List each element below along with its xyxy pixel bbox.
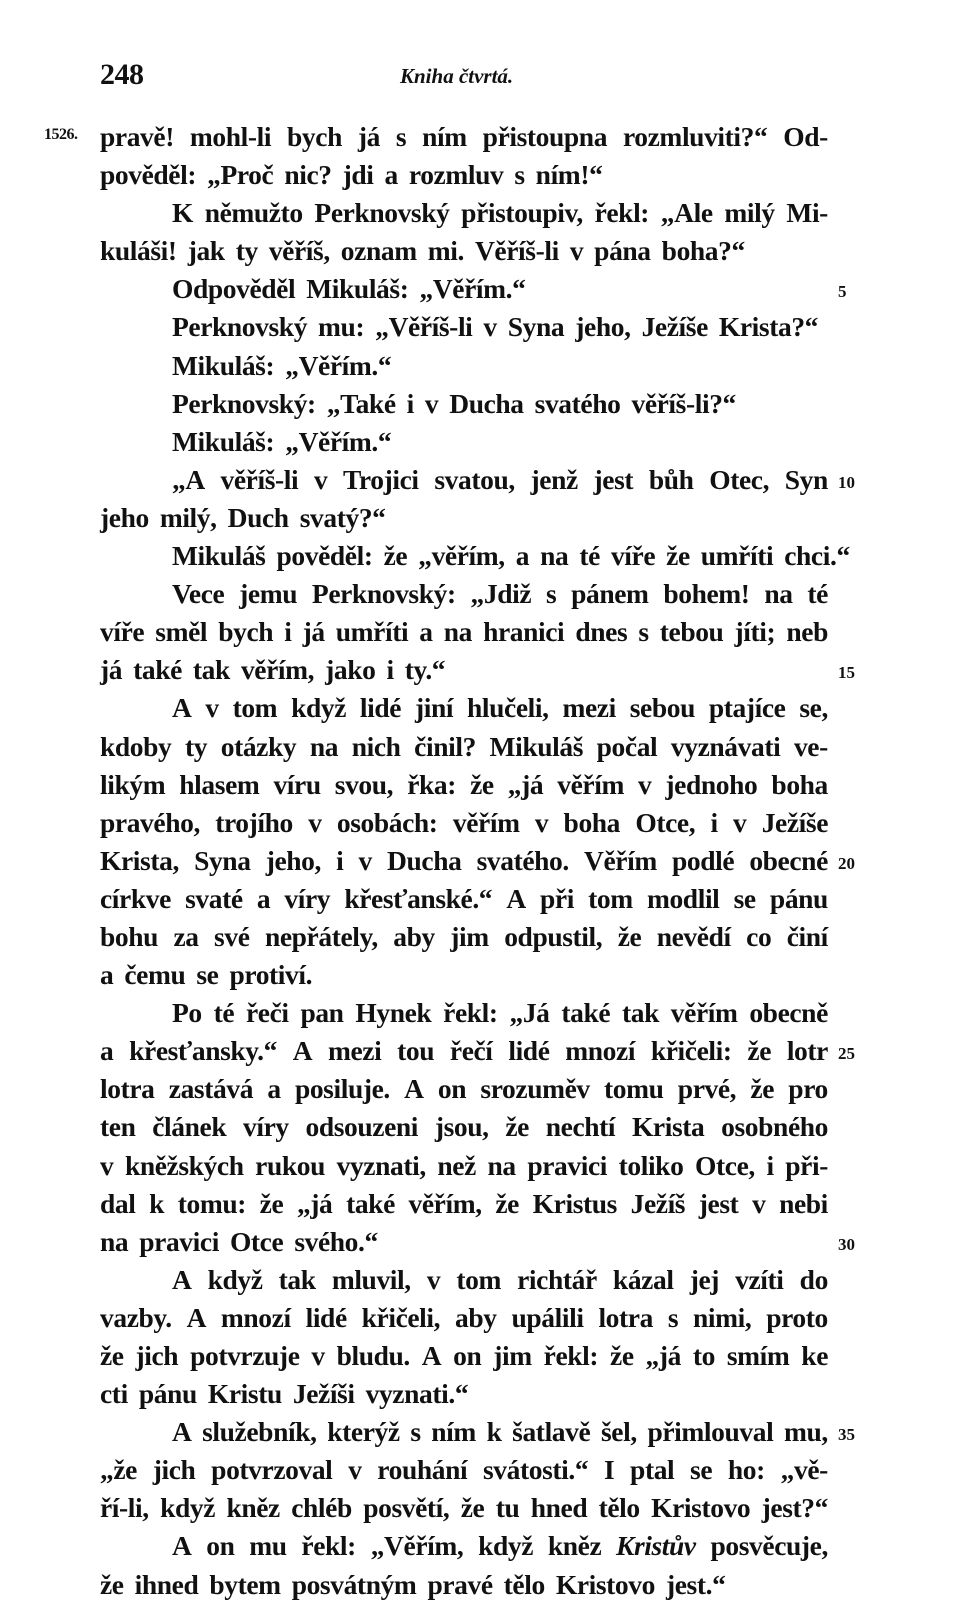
text-line: ří-li, když kněz chléb posvětí, že tu hned tělo Kristovo jest?“	[100, 1492, 828, 1524]
running-title: Kniha čtvrtá.	[400, 64, 514, 88]
text-line: kuláši! jak ty věříš, oznam mi. Věříš-li v pána boha?“	[100, 235, 745, 267]
text-line: Mikuláš pověděl: že „věřím, a na té víře že umříti chci.“	[172, 540, 850, 572]
text-line: v kněžských rukou vyznati, než na pravici toliko Otce, i při-	[100, 1149, 828, 1181]
text-line: jeho milý, Duch svatý?“	[100, 501, 386, 533]
line-number: 25	[838, 1044, 855, 1064]
text-line: Odpověděl Mikuláš: „Věřím.“	[172, 273, 526, 305]
text-line: a čemu se protiví.	[100, 959, 313, 991]
line-number: 30	[838, 1234, 855, 1254]
text-line: pravě! mohl-li bych já s ním přistoupna rozmluviti?“ Od-	[100, 121, 828, 152]
text-line: že jich potvrzuje v bludu. A on jim řekl: že „já to smím ke	[100, 1340, 828, 1371]
line-number: 35	[838, 1425, 855, 1445]
text-line: Mikuláš: „Věřím.“	[172, 425, 392, 457]
page-number: 248	[100, 58, 144, 91]
text-line: kdoby ty otázky na nich činil? Mikuláš počal vyznávati ve-	[100, 730, 828, 762]
page-header	[100, 58, 830, 98]
text-line: Perknovský: „Také i v Ducha svatého věříš-li?“	[172, 387, 736, 419]
text-line: cti pánu Kristu Ježíši vyznati.“	[100, 1378, 469, 1410]
line-number: 10	[838, 472, 855, 492]
text-line: a křesťansky.“ A mezi tou řečí lidé mnozí křičeli: že lotr	[100, 1035, 828, 1067]
line-number: 5	[838, 282, 847, 302]
margin-year: 1526.	[44, 126, 78, 143]
text-line: bohu za své nepřátely, aby jim odpustil, že nevědí co činí	[100, 920, 828, 952]
text-line: na pravici Otce svého.“	[100, 1225, 378, 1257]
text-line: A služebník, kterýž s ním k šatlavě šel, přimlouval mu,	[172, 1416, 828, 1448]
text-line: likým hlasem víru svou, řka: že „já věřím v jednoho boha	[100, 768, 828, 800]
text-line: ten článek víry odsouzeni jsou, že nechtí Krista osobného	[100, 1111, 828, 1143]
text-line: dal k tomu: že „já také věřím, že Kristus Ježíš jest v nebi	[100, 1187, 828, 1219]
text-line: že ihned bytem posvátným pravé tělo Kristovo jest.“	[100, 1568, 726, 1600]
text-line: A v tom když lidé jiní hlučeli, mezi sebou ptajíce se,	[172, 692, 828, 724]
text-line: „že jich potvrzoval v rouhání svátosti.“ I ptal se ho: „vě-	[100, 1454, 828, 1486]
text-line: Vece jemu Perknovský: „Jdiž s pánem bohem! na té	[172, 578, 828, 610]
line-number: 15	[838, 663, 855, 683]
line-number: 20	[838, 853, 855, 873]
text-line: Mikuláš: „Věřím.“	[172, 349, 392, 381]
text-line: A když tak mluvil, v tom richtář kázal jej vzíti do	[172, 1263, 828, 1295]
text-line: vazby. A mnozí lidé křičeli, aby upálili lotra s nimi, proto	[100, 1301, 828, 1333]
text-line: A on mu řekl: „Věřím, když kněz Kristův posvěcuje,	[172, 1530, 828, 1562]
text-line: Krista, Syna jeho, i v Ducha svatého. Věřím podlé obecné	[100, 844, 828, 876]
text-line: Perknovský mu: „Věříš-li v Syna jeho, Ježíše Krista?“	[172, 311, 819, 343]
text-line: pověděl: „Proč nic? jdi a rozmluv s ním!“	[100, 159, 603, 191]
text-line: víře směl bych i já umříti a na hranici dnes s tebou jíti; neb	[100, 616, 828, 648]
text-line: Po té řeči pan Hynek řekl: „Já také tak věřím obecně	[172, 997, 828, 1029]
text-line: lotra zastává a posiluje. A on srozuměv tomu prvé, že pro	[100, 1073, 828, 1105]
text-line: K němužto Perknovský přistoupiv, řekl: „Ale milý Mi-	[172, 197, 828, 229]
text-line: církve svaté a víry křesťanské.“ A při tom modlil se pánu	[100, 882, 828, 914]
text-line: já také tak věřím, jako i ty.“	[100, 654, 446, 686]
text-line: „A věříš-li v Trojici svatou, jenž jest bůh Otec, Syn	[172, 463, 828, 495]
text-line: pravého, trojího v osobách: věřím v boha Otce, i v Ježíše	[100, 806, 828, 838]
